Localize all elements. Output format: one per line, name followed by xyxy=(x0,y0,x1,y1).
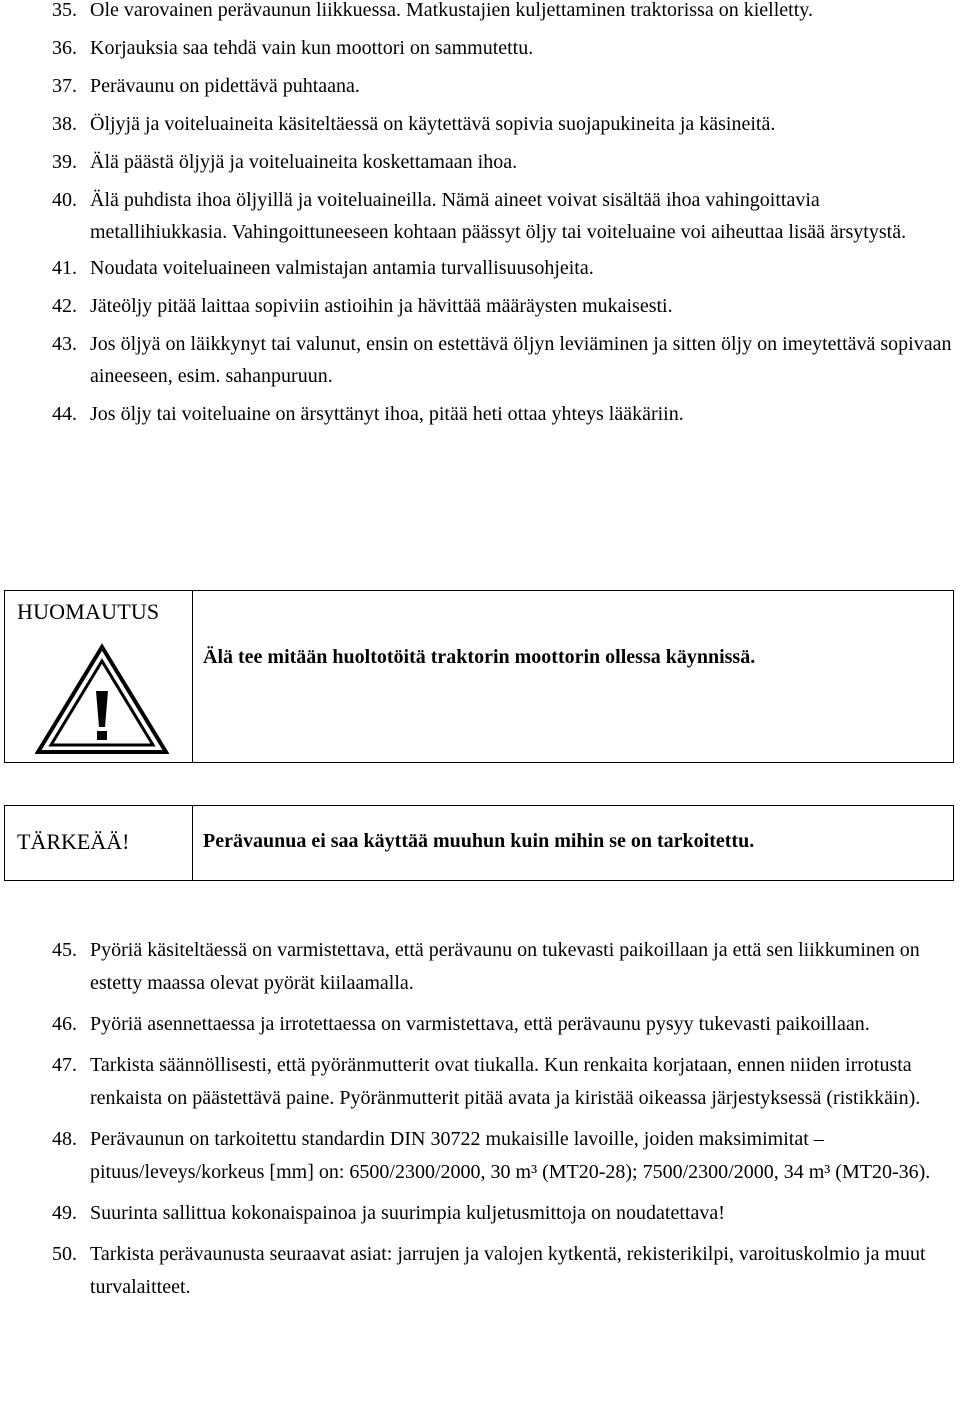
list-item xyxy=(52,1123,952,1189)
notice-text: Älä tee mitään huoltotöitä traktorin moottorin ollessa käynnissä. xyxy=(203,646,756,668)
list-item xyxy=(52,184,952,248)
item-number: 37. xyxy=(52,75,77,97)
list-item xyxy=(52,32,952,64)
notice-title: HUOMAUTUS xyxy=(17,599,160,624)
warning-triangle-icon xyxy=(35,643,169,755)
item-number: 43. xyxy=(52,333,77,355)
item-text: Tarkista säännöllisesti, että pyöränmutterit ovat tiukalla. Kun renkaita korjataan, ennen niiden irrotusta renkaista on päästettävä paine. Pyöränmutterit pitää avata ja kiristää oikeassa järjestyksessä (ristikkäin). xyxy=(90,1054,921,1109)
list-item xyxy=(52,108,952,140)
item-text: Noudata voiteluaineen valmistajan antamia turvallisuusohjeita. xyxy=(90,257,594,279)
item-number: 47. xyxy=(52,1054,77,1076)
item-text: Ole varovainen perävaunun liikkuessa. Matkustajien kuljettaminen traktorissa on kielletty. xyxy=(90,0,813,21)
notice-box xyxy=(4,590,954,763)
item-text: Älä puhdista ihoa öljyillä ja voiteluaineilla. Nämä aineet voivat sisältää ihoa vahingoittavia metallihiukkasia. Vahingoittuneeseen kohtaan päässyt öljy tai voiteluaine voi aiheuttaa lisää ärsytystä. xyxy=(90,189,907,243)
item-number: 38. xyxy=(52,113,77,135)
item-number: 44. xyxy=(52,403,77,425)
item-text: Öljyjä ja voiteluaineita käsiteltäessä on käytettävä sopivia suojapukineita ja käsineitä. xyxy=(90,113,776,135)
item-number: 46. xyxy=(52,1013,77,1035)
item-text: Tarkista perävaunusta seuraavat asiat: jarrujen ja valojen kytkentä, rekisterikilpi, varoituskolmio ja muut turvalaitteet. xyxy=(90,1243,926,1298)
item-text: Älä päästä öljyjä ja voiteluaineita koskettamaan ihoa. xyxy=(90,151,518,173)
item-text: Pyöriä käsiteltäessä on varmistettava, että perävaunu on tukevasti paikoillaan ja että sen liikkuminen on estetty maassa olevat pyörät kiilaamalla. xyxy=(90,939,920,994)
item-text: Jos öljy tai voiteluaine on ärsyttänyt ihoa, pitää heti ottaa yhteys lääkäriin. xyxy=(90,403,684,425)
item-number: 40. xyxy=(52,189,77,211)
item-text: Suurinta sallittua kokonaispainoa ja suurimpia kuljetusmittoja on noudatettava! xyxy=(90,1202,725,1224)
item-number: 35. xyxy=(52,0,77,21)
item-number: 41. xyxy=(52,257,77,279)
important-text: Perävaunua ei saa käyttää muuhun kuin mihin se on tarkoitettu. xyxy=(203,830,755,852)
item-number: 42. xyxy=(52,295,77,317)
list-item xyxy=(52,398,952,430)
list-item xyxy=(52,146,952,178)
item-text: Jäteöljy pitää laittaa sopiviin astioihin ja hävittää määräysten mukaisesti. xyxy=(90,295,673,317)
list-item xyxy=(52,252,952,284)
safety-list-bottom xyxy=(52,934,952,1312)
list-item xyxy=(52,1008,952,1041)
important-label-cell xyxy=(5,806,193,880)
list-item xyxy=(52,290,952,322)
important-title: TÄRKEÄÄ! xyxy=(17,829,130,854)
list-item xyxy=(52,0,952,26)
list-item xyxy=(52,328,952,392)
list-item xyxy=(52,1238,952,1304)
list-item xyxy=(52,70,952,102)
list-item xyxy=(52,1049,952,1115)
item-number: 36. xyxy=(52,37,77,59)
notice-label-cell xyxy=(5,591,193,762)
item-text: Korjauksia saa tehdä vain kun moottori on sammutettu. xyxy=(90,37,534,59)
item-number: 48. xyxy=(52,1128,77,1150)
item-text: Jos öljyä on läikkynyt tai valunut, ensin on estettävä öljyn leviäminen ja sitten öljy on imeytettävä sopivaan aineeseen, esim. sahanpuruun. xyxy=(90,333,952,387)
item-number: 45. xyxy=(52,939,77,961)
list-item xyxy=(52,1197,952,1230)
item-number: 50. xyxy=(52,1243,77,1265)
important-box xyxy=(4,805,954,881)
item-text: Pyöriä asennettaessa ja irrotettaessa on varmistettava, että perävaunu pysyy tukevasti paikoillaan. xyxy=(90,1013,870,1035)
item-text: Perävaunu on pidettävä puhtaana. xyxy=(90,75,360,97)
item-number: 49. xyxy=(52,1202,77,1224)
item-text: Perävaunun on tarkoitettu standardin DIN 30722 mukaisille lavoille, joiden maksimimitat – pituus/leveys/korkeus [mm] on: 6500/2300/2000, 30 m³ (MT20-28); 7500/2300/2000, 34 m³ (MT20-36). xyxy=(90,1128,931,1183)
safety-list-top xyxy=(52,0,952,436)
list-item xyxy=(52,934,952,1000)
item-number: 39. xyxy=(52,151,77,173)
